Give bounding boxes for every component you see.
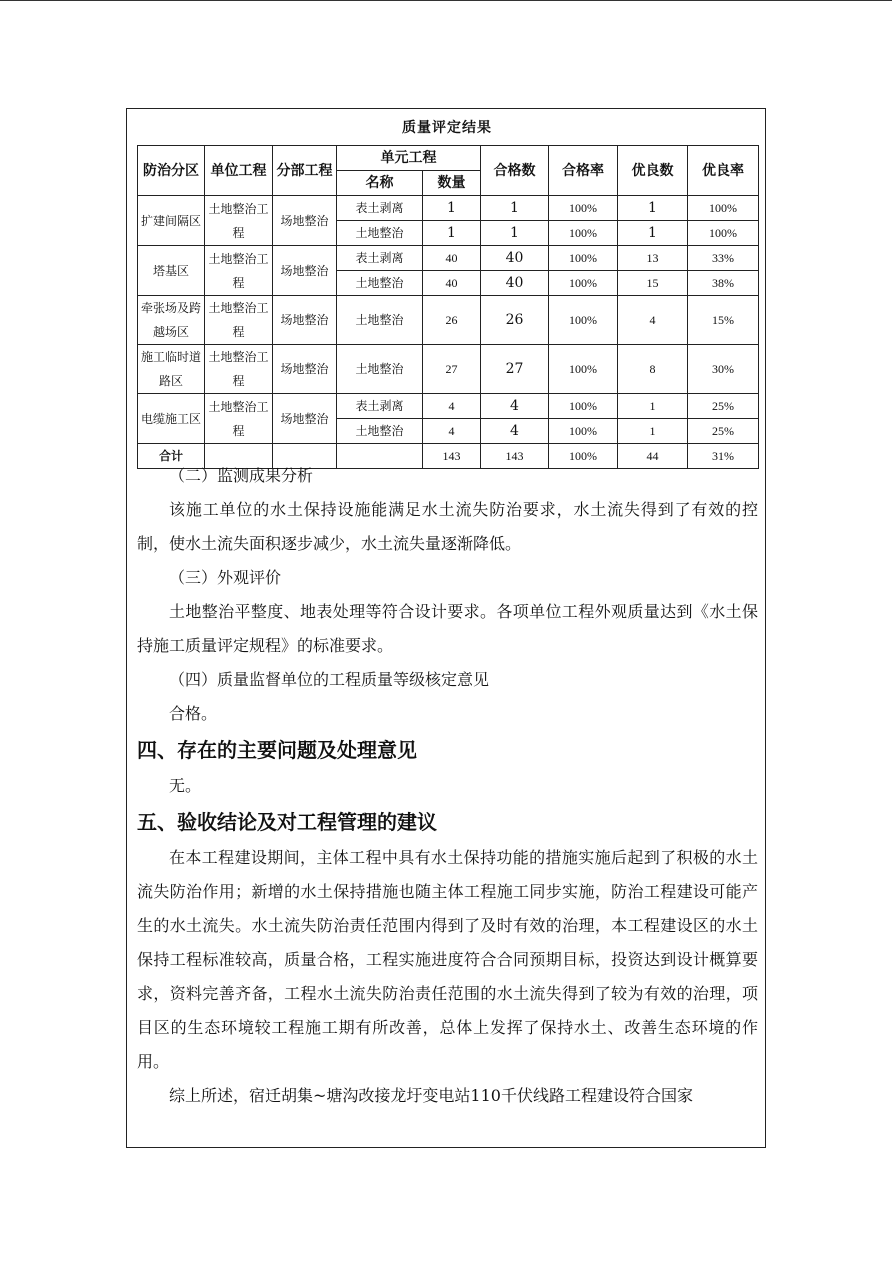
heading-conclusion: 五、验收结论及对工程管理的建议	[137, 810, 437, 834]
sub-cell: 场地整治	[273, 196, 337, 246]
qualified-cell: 26	[481, 296, 549, 345]
name-cell: 土地整治	[337, 271, 423, 296]
header-sub-project: 分部工程	[273, 146, 337, 196]
zone-cell: 牵张场及跨越场区	[138, 296, 205, 345]
sub-cell: 场地整治	[273, 246, 337, 296]
table-row	[138, 394, 759, 419]
qualified-rate-cell: 100%	[549, 271, 618, 296]
header-excellent-rate: 优良率	[688, 146, 759, 196]
unit-cell: 土地整治工程	[205, 345, 273, 394]
name-cell: 表土剥离	[337, 394, 423, 419]
qualified-cell: 40	[481, 246, 549, 271]
header-quantity: 数量	[423, 171, 481, 196]
header-qualified-rate: 合格率	[549, 146, 618, 196]
total-excellent: 44	[618, 444, 688, 469]
excellent-rate-cell: 25%	[688, 394, 759, 419]
total-label: 合计	[138, 444, 205, 469]
section-appearance-title: （三）外观评价	[169, 568, 282, 587]
sub-cell: 场地整治	[273, 345, 337, 394]
unit-cell: 土地整治工程	[205, 246, 273, 296]
qty-cell: 4	[423, 419, 481, 444]
header-element-project: 单元工程	[337, 146, 481, 171]
qty-cell: 1	[423, 221, 481, 246]
qualified-rate-cell: 100%	[549, 221, 618, 246]
excellent-cell: 4	[618, 296, 688, 345]
header-zone: 防治分区	[138, 146, 205, 196]
unit-cell: 土地整治工程	[205, 394, 273, 444]
excellent-cell: 1	[618, 419, 688, 444]
conclusion-body-1: 在本工程建设期间，主体工程中具有水土保持功能的措施实施后起到了积极的水土流失防治作用；新增的水土保持措施也随主体工程施工同步实施，防治工程建设可能产生的水土流失。水土流失防治责任范围内得到了及时有效的治理，本工程建设区的水土保持工程标准较高，质量合格，工程实施进度符合合同预期目标，投资达到设计概算要求，资料完善齐备，工程水土流失防治责任范围的水土流失得到了较为有效的治理，项目区的生态环境较工程施工期有所改善，总体上发挥了保持水土、改善生态环境的作用。	[137, 848, 758, 1071]
qualified-cell: 27	[481, 345, 549, 394]
excellent-rate-cell: 30%	[688, 345, 759, 394]
zone-cell: 电缆施工区	[138, 394, 205, 444]
sub-cell: 场地整治	[273, 394, 337, 444]
zone-cell: 扩建间隔区	[138, 196, 205, 246]
name-cell: 土地整治	[337, 419, 423, 444]
excellent-rate-cell: 38%	[688, 271, 759, 296]
excellent-cell: 13	[618, 246, 688, 271]
conclusion-body-2: 综上所述，宿迁胡集~塘沟改接龙圩变电站110千伏线路工程建设符合国家	[169, 1086, 693, 1105]
qualified-cell: 4	[481, 419, 549, 444]
header-qualified: 合格数	[481, 146, 549, 196]
document-frame	[126, 108, 766, 1148]
section-monitoring-title: （二）监测成果分析	[169, 466, 314, 485]
qualified-rate-cell: 100%	[549, 394, 618, 419]
qualified-cell: 4	[481, 394, 549, 419]
heading-problems: 四、存在的主要问题及处理意见	[137, 738, 417, 762]
qualified-cell: 1	[481, 221, 549, 246]
table-caption: 质量评定结果	[402, 120, 492, 136]
excellent-cell: 15	[618, 271, 688, 296]
excellent-rate-cell: 100%	[688, 221, 759, 246]
name-cell: 土地整治	[337, 221, 423, 246]
qty-cell: 40	[423, 271, 481, 296]
qty-cell: 27	[423, 345, 481, 394]
qualified-rate-cell: 100%	[549, 419, 618, 444]
excellent-cell: 8	[618, 345, 688, 394]
sub-cell: 场地整治	[273, 296, 337, 345]
unit-cell: 土地整治工程	[205, 296, 273, 345]
table-row	[138, 246, 759, 271]
section-appearance-body: 土地整治平整度、地表处理等符合设计要求。各项单位工程外观质量达到《水土保持施工质量评定规程》的标准要求。	[137, 602, 758, 655]
qualified-rate-cell: 100%	[549, 296, 618, 345]
header-name: 名称	[337, 171, 423, 196]
excellent-rate-cell: 33%	[688, 246, 759, 271]
section-supervision-body: 合格。	[169, 704, 218, 723]
body-content	[137, 459, 758, 1113]
name-cell: 土地整治	[337, 296, 423, 345]
qty-cell: 40	[423, 246, 481, 271]
unit-cell: 土地整治工程	[205, 196, 273, 246]
excellent-rate-cell: 15%	[688, 296, 759, 345]
total-excellent-rate: 31%	[688, 444, 759, 469]
table-row	[138, 296, 759, 345]
name-cell: 表土剥离	[337, 246, 423, 271]
header-unit-project: 单位工程	[205, 146, 273, 196]
excellent-rate-cell: 25%	[688, 419, 759, 444]
name-cell: 土地整治	[337, 345, 423, 394]
total-qualified-rate: 100%	[549, 444, 618, 469]
excellent-cell: 1	[618, 394, 688, 419]
qualified-rate-cell: 100%	[549, 246, 618, 271]
excellent-cell: 1	[618, 221, 688, 246]
page-top-border	[0, 0, 892, 1]
qty-cell: 4	[423, 394, 481, 419]
excellent-cell: 1	[618, 196, 688, 221]
qty-cell: 26	[423, 296, 481, 345]
qualified-cell: 1	[481, 196, 549, 221]
zone-cell: 塔基区	[138, 246, 205, 296]
section-supervision-title: （四）质量监督单位的工程质量等级核定意见	[169, 670, 490, 689]
total-qualified: 143	[481, 444, 549, 469]
quality-assessment-table	[137, 145, 759, 469]
total-qty: 143	[423, 444, 481, 469]
table-row	[138, 345, 759, 394]
excellent-rate-cell: 100%	[688, 196, 759, 221]
header-excellent: 优良数	[618, 146, 688, 196]
name-cell: 表土剥离	[337, 196, 423, 221]
table-row	[138, 196, 759, 221]
qty-cell: 1	[423, 196, 481, 221]
qualified-cell: 40	[481, 271, 549, 296]
zone-cell: 施工临时道路区	[138, 345, 205, 394]
problems-body: 无。	[169, 776, 202, 795]
qualified-rate-cell: 100%	[549, 345, 618, 394]
section-monitoring-body: 该施工单位的水土保持设施能满足水土流失防治要求，水土流失得到了有效的控制，使水土流失面积逐步减少，水土流失量逐渐降低。	[137, 500, 758, 553]
qualified-rate-cell: 100%	[549, 196, 618, 221]
